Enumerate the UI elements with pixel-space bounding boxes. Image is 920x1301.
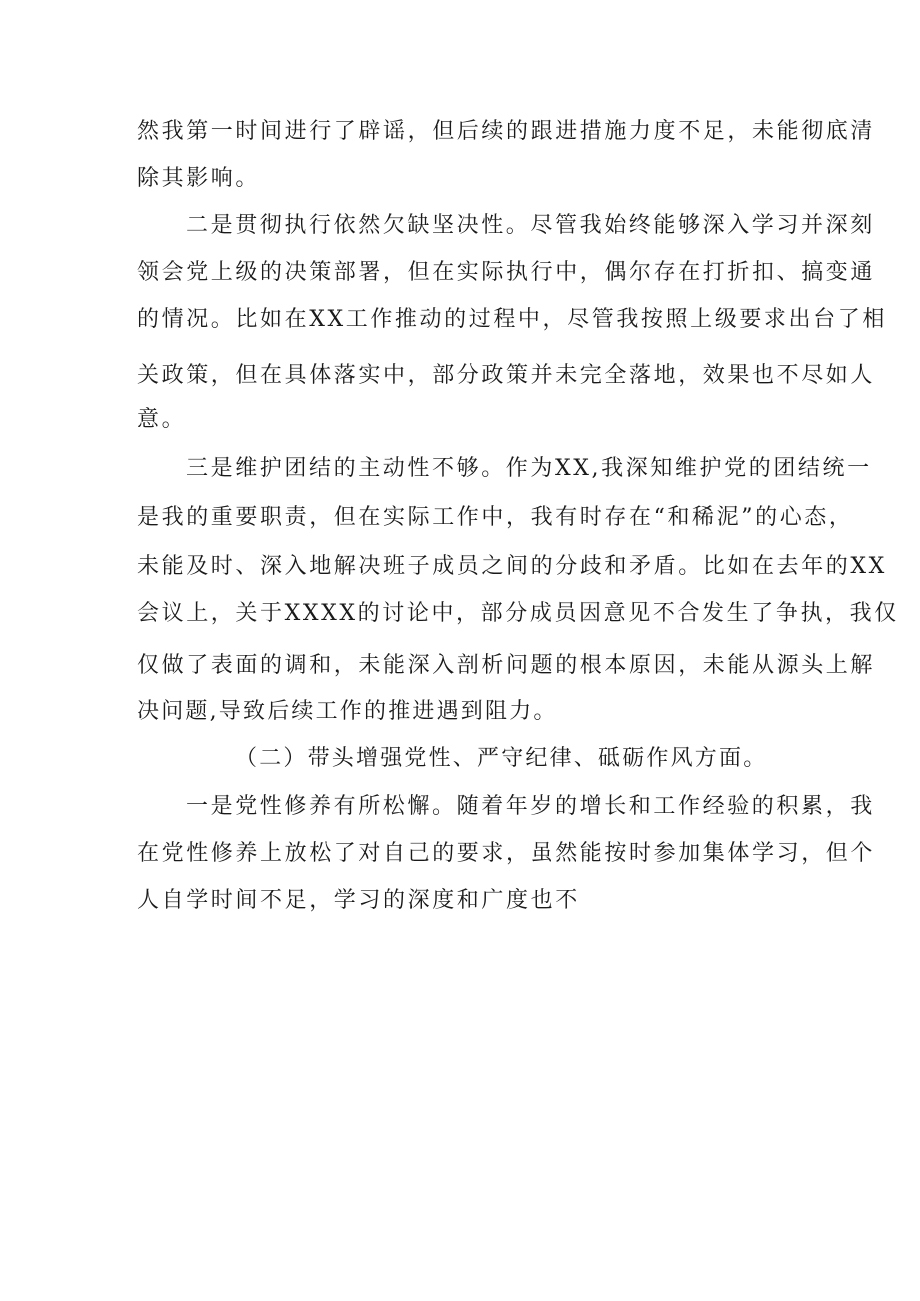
paragraph-3-line-4: 会议上，关于XXXX的讨论中，部分成员因意见不合发生了争执，我仅 — [137, 601, 899, 626]
paragraph-4-line-3: 人自学时间不足，学习的深度和广度也不 — [137, 888, 580, 913]
section-heading: （二）带头增强党性、严守纪律、砥砺作风方面。 — [235, 746, 768, 771]
paragraph-3-line-1: 三是维护团结的主动性不够。作为XX,我深知维护党的团结统一 — [186, 456, 872, 481]
paragraph-2-line-3: 的情况。比如在XX工作推动的过程中，尽管我按照上级要求出台了相 — [137, 307, 887, 332]
paragraph-4-line-1: 一是党性修养有所松懈。随着年岁的增长和工作经验的积累，我 — [186, 794, 875, 819]
paragraph-4-line-2: 在党性修养上放松了对自己的要求，虽然能按时参加集体学习，但个 — [137, 841, 876, 866]
paragraph-3-line-2: 是我的重要职责，但在实际工作中，我有时存在“和稀泥”的心态， — [137, 505, 854, 530]
paragraph-3-line-6: 决问题,导致后续工作的推进遇到阻力。 — [137, 699, 558, 724]
paragraph-3-line-3: 未能及时、深入地解决班子成员之间的分歧和矛盾。比如在去年的XX — [137, 554, 887, 579]
paragraph-2-line-1: 二是贯彻执行依然欠缺坚决性。尽管我始终能够深入学习并深刻 — [186, 213, 875, 238]
paragraph-2-line-2: 领会党上级的决策部署，但在实际执行中，偶尔存在打折扣、搞变通 — [137, 260, 876, 285]
paragraph-3-line-5: 仅做了表面的调和，未能深入剖析问题的根本原因，未能从源头上解 — [137, 653, 876, 678]
paragraph-2-line-4: 关政策，但在具体落实中，部分政策并未完全落地，效果也不尽如人 — [137, 363, 876, 388]
paragraph-1-line-2: 除其影响。 — [137, 166, 261, 191]
paragraph-1-line-1: 然我第一时间进行了辟谣，但后续的跟进措施力度不足，未能彻底清 — [137, 119, 876, 144]
paragraph-2-line-5: 意。 — [137, 407, 187, 432]
